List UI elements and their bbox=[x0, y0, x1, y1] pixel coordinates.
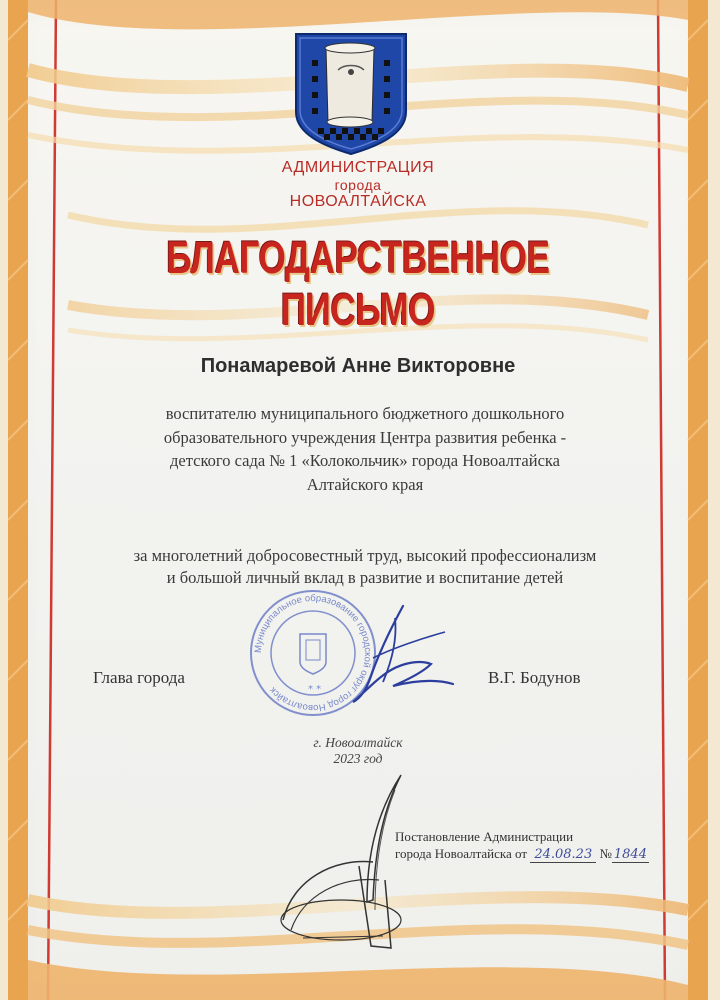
decree-number-prefix: № bbox=[599, 846, 612, 861]
decree-number: 1844 bbox=[613, 847, 647, 862]
decree-reference bbox=[395, 828, 649, 863]
position-line: Алтайского края bbox=[306, 474, 424, 494]
handwritten-signature bbox=[333, 598, 463, 708]
recipient-position bbox=[100, 402, 630, 496]
signatory-role: Глава города bbox=[93, 668, 185, 687]
certificate-paper bbox=[8, 0, 708, 1000]
year-text: 2023 год bbox=[333, 751, 383, 766]
reason-line: за многолетний добросовестный труд, высокий профессионализм bbox=[133, 546, 597, 565]
decree-line1: Постановление Администрации bbox=[395, 829, 574, 844]
decree-line2 bbox=[395, 845, 649, 863]
position-line: детского сада № 1 «Колокольчик» города Новоалтайска bbox=[170, 451, 560, 470]
place-and-year bbox=[8, 735, 708, 767]
svg-text:* *: * * bbox=[308, 684, 322, 695]
recipient-name: Понамаревой Анне Викторовне bbox=[200, 355, 516, 377]
admin-heading-line2: города bbox=[334, 177, 382, 193]
signatory-name: В.Г. Бодунов bbox=[488, 668, 581, 687]
stamp-text: Муниципальное образование городской округ город Новоалтайск bbox=[252, 592, 374, 714]
city-text: г. Новоалтайск bbox=[313, 735, 403, 750]
decree-date: 24.08.23 bbox=[530, 847, 596, 863]
reason-line: и большой личный вклад в развитие и воспитание детей bbox=[166, 568, 564, 587]
admin-heading-line1: АДМИНИСТРАЦИЯ bbox=[281, 159, 435, 176]
city-monument-icon bbox=[263, 770, 413, 950]
decree-line2-prefix: города Новоалтайска от bbox=[395, 846, 528, 861]
admin-heading-line3: НОВОАЛТАЙСКА bbox=[289, 193, 427, 210]
position-line: воспитателю муниципального бюджетного дошкольного bbox=[165, 404, 565, 423]
letter-title: БЛАГОДАРСТВЕННОЕ ПИСЬМО bbox=[166, 232, 550, 335]
award-reason bbox=[70, 545, 660, 589]
position-line: образовательного учреждения Центра развития ребенка - bbox=[163, 427, 567, 447]
coat-of-arms-icon bbox=[288, 30, 414, 156]
